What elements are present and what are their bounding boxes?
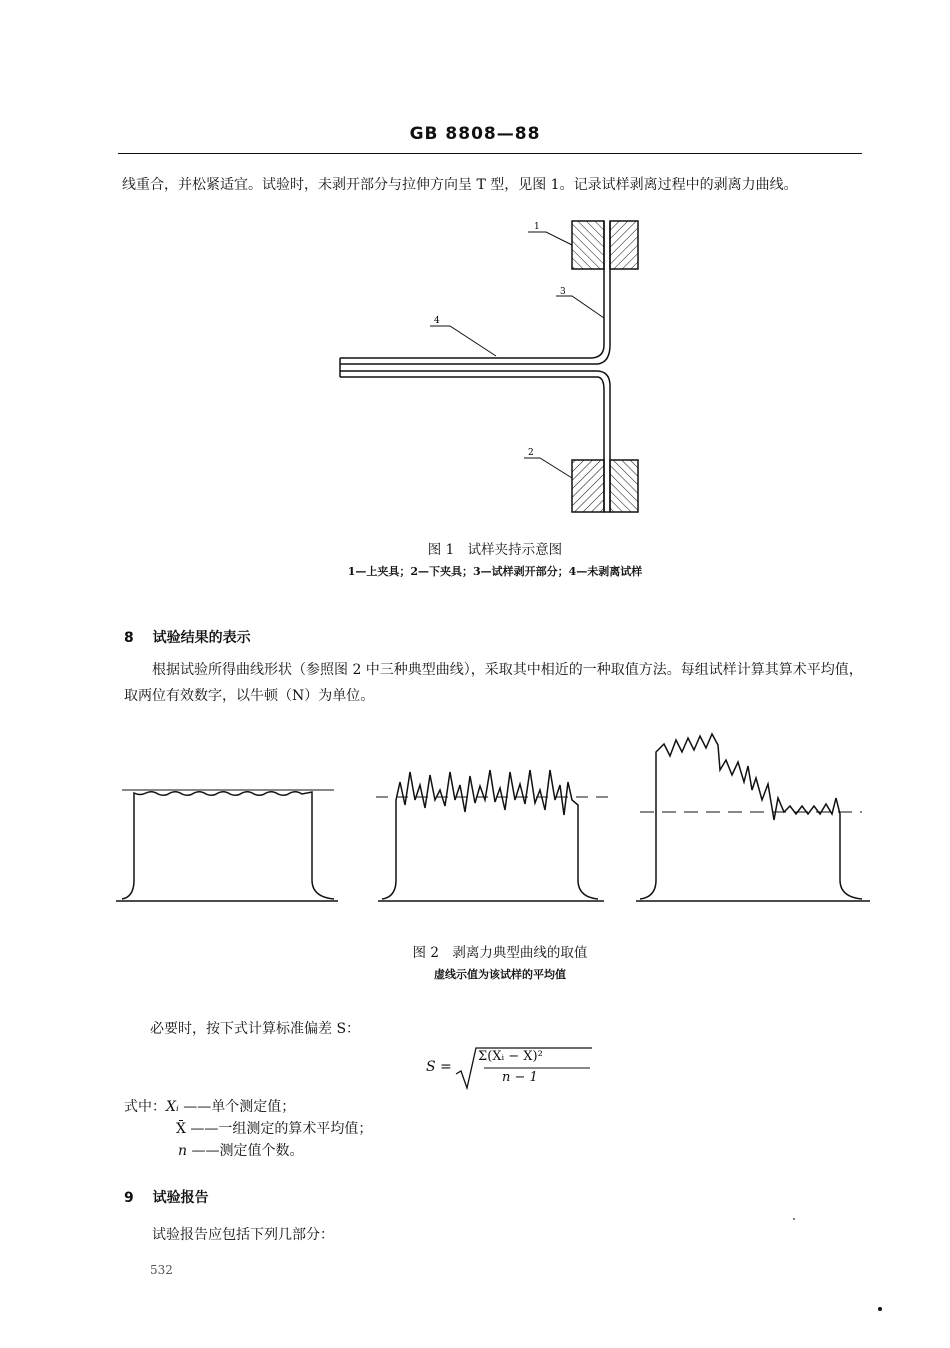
legend-desc-xi: ——单个测定值； xyxy=(183,1099,296,1115)
paragraph-std-dev-intro: 必要时，按下式计算标准偏差 S： xyxy=(150,1021,361,1037)
callout-2: 2 xyxy=(528,448,534,458)
paragraph-clamping: 线重合，并松紧适宜。试验时，未剥开部分与拉伸方向呈 T 型，见图 1。记录试样剥离过程中的剥离力曲线。 xyxy=(122,177,798,193)
formula-denominator: n − 1 xyxy=(502,1070,538,1085)
curve-b-trace xyxy=(382,770,598,899)
legend-desc-xbar: ——一组测定的算术平均值； xyxy=(190,1121,373,1137)
standard-code-header: GB 8808—88 xyxy=(409,124,541,144)
figure-2-subcaption: 虚线示值为该试样的平均值 xyxy=(434,968,566,981)
paragraph-report-contents: 试验报告应包括下列几部分： xyxy=(152,1227,334,1243)
curve-a-trace xyxy=(122,792,334,899)
std-dev-formula xyxy=(426,1046,626,1092)
legend-symbol-n: n xyxy=(178,1143,188,1159)
legend-symbol-xbar: X̄ xyxy=(176,1121,186,1137)
curve-c-trace xyxy=(640,734,862,899)
scan-speck xyxy=(793,1218,795,1220)
section-9-number: 9 xyxy=(124,1190,134,1206)
figure-2-caption: 图 2 剥离力典型曲线的取值 xyxy=(412,945,588,961)
formula-lhs: S = xyxy=(426,1059,452,1075)
formula-numerator: Σ(Xᵢ − X̄)² xyxy=(478,1049,543,1064)
callout-3: 3 xyxy=(560,287,566,297)
scan-speck xyxy=(878,1307,882,1311)
section-9-title: 试验报告 xyxy=(152,1190,209,1206)
callout-1: 1 xyxy=(534,222,540,232)
legend-desc-n: ——测定值个数。 xyxy=(191,1143,304,1159)
legend xyxy=(124,1096,372,1162)
callout-4: 4 xyxy=(434,316,440,326)
page-number: 532 xyxy=(150,1263,173,1277)
figure-1-subcaption: 1—上夹具；2—下夹具；3—试样剥开部分；4—未剥离试样 xyxy=(347,565,643,578)
legend-prefix: 式中： xyxy=(124,1099,166,1115)
section-8-title: 试验结果的表示 xyxy=(152,630,251,646)
legend-symbol-xi: Xᵢ xyxy=(166,1099,179,1115)
figure-1-caption: 图 1 试样夹持示意图 xyxy=(427,542,563,558)
paragraph-results: 根据试验所得曲线形状（参照图 2 中三种典型曲线），采取其中相近的一种取值方法。每组试样计算其算术平均值，取两位有效数字，以牛顿（N）为单位。 xyxy=(124,662,863,704)
section-8-number: 8 xyxy=(124,630,134,646)
